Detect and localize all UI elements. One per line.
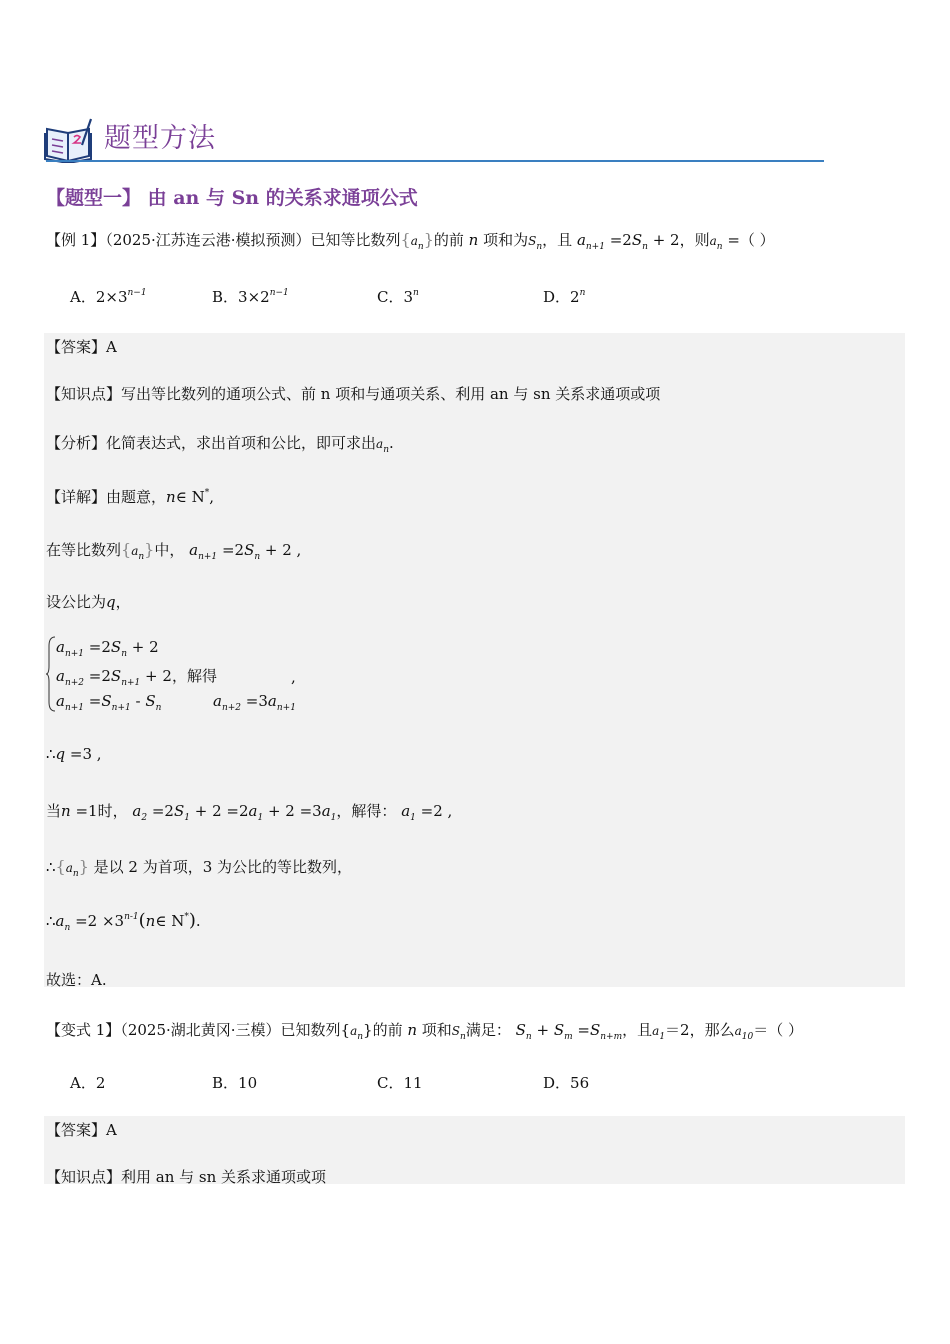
variant-option-c[interactable]: C．11 <box>377 1074 423 1092</box>
variant-option-d[interactable]: D．56 <box>543 1074 590 1092</box>
detail-line: 【详解】由题意，n∈ N*, <box>46 488 214 506</box>
example-1-stem: 【例 1】（2025·江苏连云港·模拟预测）已知等比数列$\{a_n\}$的前 n 项和为$S_n$，且 $a_{n+1} =2S_n + 2$，则$a_n$ =（ ） <box>46 230 775 252</box>
analysis-line: 【分析】化简表达式，求出首项和公比，即可求出$a_n$. <box>46 434 394 455</box>
option-a[interactable]: A．$2\times 3^{n-1}$ <box>70 288 147 306</box>
detail-ratio-line: 设公比为q， <box>46 593 131 611</box>
example-source: （2025·江苏连云港·模拟预测） <box>105 231 311 249</box>
system-eq-2: $a_{n+2} =2S_{n+1} + 2$，解得 <box>56 667 217 688</box>
option-c[interactable]: C．3$^n$ <box>377 288 419 306</box>
knowledge-line: 【知识点】写出等比数列的通项公式、前 n 项和与通项关系、利用 an 与 sn 关系求通项或项 <box>46 385 661 403</box>
therefore-q-line: ∴q =3 , <box>46 745 102 763</box>
system-result: $a_{n+2} =3a_{n+1}$ <box>213 692 296 713</box>
knowledge-line-2: 【知识点】利用 an 与 sn 关系求通项或项 <box>46 1168 327 1186</box>
example-label: 【例 1】 <box>46 231 106 249</box>
system-comma: , <box>291 668 296 686</box>
system-eq-1: $a_{n+1} =2S_n + 2$ <box>56 638 159 659</box>
page-title: 题型方法 <box>104 123 216 154</box>
option-d[interactable]: D．2$^n$ <box>543 288 586 306</box>
detail-seq-line: 在等比数列$\{a_n\}$中， $a_{n+1} =2S_n + 2$ , <box>46 540 302 562</box>
system-eq-3: $a_{n+1} =S_{n+1} - S_n$ <box>56 692 162 713</box>
variant-option-a[interactable]: A．2 <box>70 1074 106 1092</box>
when-n1-line: 当n =1时， $a_2 =2S_1 + 2 =2a_1 + 2 =3a_1$，解得： $a_1 =2$ , <box>46 802 453 823</box>
is-geometric-line: $\therefore\{a_n\}$ 是以 2 为首项，3 为公比的等比数列， <box>46 857 353 879</box>
option-b[interactable]: B．$3\times 2^{n-1}$ <box>212 288 289 306</box>
variant-option-b[interactable]: B．10 <box>212 1074 258 1092</box>
variant-1-stem: 【变式 1】（2025·湖北黄冈·三模）已知数列$\{a_n\}$的前 n 项和$S_n$满足： $S_n + S_m =S_{n+m}$，且$a_1=2$，那么$a_{10}=$（ ） <box>46 1021 803 1042</box>
choose-line: 故选：A. <box>46 971 107 989</box>
answer-line-2: 【答案】A <box>46 1121 117 1139</box>
header-divider <box>46 160 824 162</box>
open-book-icon <box>44 117 94 163</box>
section-title: 【题型一】 由 an 与 Sn 的关系求通项公式 <box>46 187 418 209</box>
answer-line: 【答案】A <box>46 338 117 356</box>
formula-line: $\therefore a_n =2$ $\times 3^{n-1}(n\in$ N*). <box>46 910 201 933</box>
brace-icon <box>46 636 56 712</box>
